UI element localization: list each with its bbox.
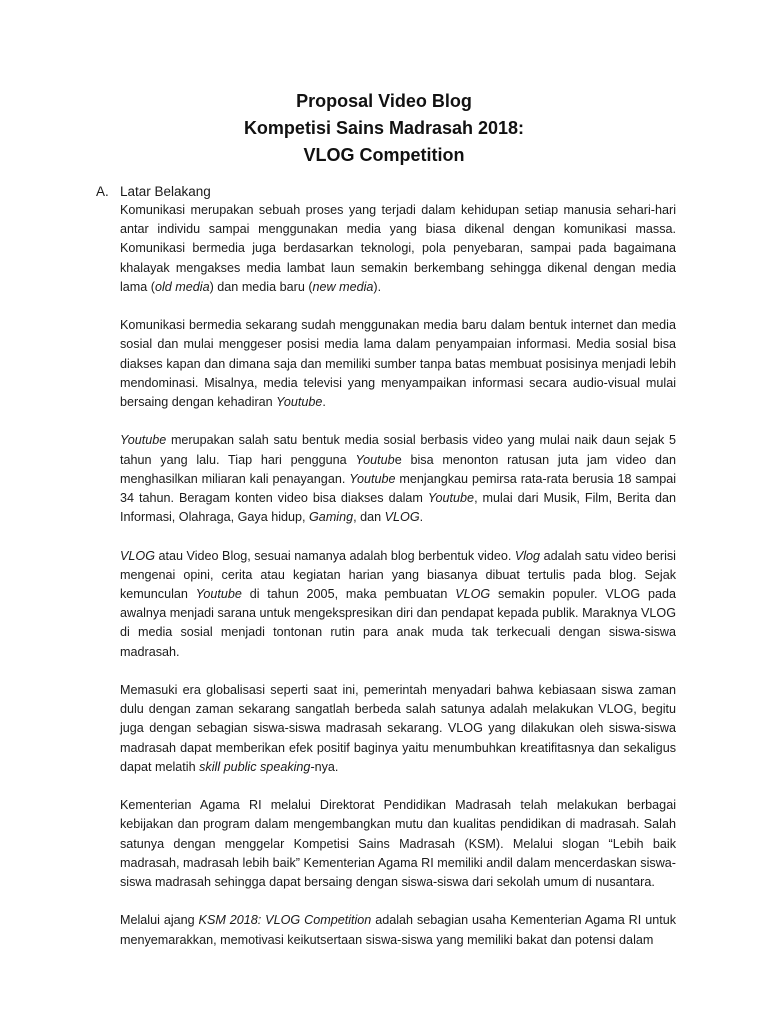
paragraph-2 (120, 316, 676, 412)
paragraph-text: , dan (353, 510, 385, 525)
document-title-block (0, 88, 768, 169)
paragraph-text: Memasuki era globalisasi seperti saat ini, pemerintah menyadari bahwa kebiasaan siswa zaman dulu dengan zaman sekarang sangatlah berbeda salah satunya adalah melakukan VLOG, begitu juga dengan sebagian siswa-siswa madrasah sekarang. VLOG yang dilakukan oleh siswa-siswa madrasah dapat memberikan efek positif baginya yaitu menumbuhkan kreatifitasnya dan sekaligus dapat melatih (120, 683, 676, 774)
paragraph-text: adalah satu video berisi mengenai opini, cerita atau kegiatan harian yang biasanya dibuat tertulis pada blog. Sejak kemunculan (120, 548, 676, 602)
italic-text: Youtube (195, 587, 242, 602)
italic-text: Youtub (355, 452, 395, 467)
italic-text: Gaming (309, 510, 354, 525)
paragraph-text: ). (373, 279, 382, 294)
paragraph-text: . (419, 510, 424, 525)
italic-text: VLOG (120, 548, 155, 563)
paragraph-text: atau Video Blog, sesuai namanya adalah blog berbentuk video. (155, 548, 515, 563)
paragraph-text: Komunikasi bermedia sekarang sudah menggunakan media baru dalam bentuk internet dan media sosial dan mulai menggeser posisi media lama dalam penyampaian informasi. Media sosial bisa diakses kapan dan dimana saja dan memiliki sumber tanpa batas membuat posisinya menjadi lebih mendominasi. Misalnya, media televisi yang menyampaikan informasi secara audio-visual mulai bersaing dengan kehadiran (120, 318, 676, 410)
italic-text: Vlog (514, 548, 541, 563)
paragraph-7 (120, 911, 676, 949)
paragraph-text: Kementerian Agama RI melalui Direktorat Pendidikan Madrasah telah melakukan berbagai kebijakan dan program dalam mengembangkan mutu dan kualitas pendidikan di madrasah. Salah satunya dengan menggelar Kompetisi Sains Madrasah (KSM). Melalui slogan “Lebih baik madrasah, madrasah lebih baik” Kementerian Agama RI memiliki andil dalam mencerdaskan siswa-siswa madrasah sehingga dapat bersaing dengan siswa-siswa dari sekolah umum di nusantara. (120, 798, 676, 890)
section-body (120, 201, 676, 950)
paragraph-text: Komunikasi merupakan sebuah proses yang terjadi dalam kehidupan setiap manusia sehari-hari antar individu sampai menggunakan media yang biasa dikenal dengan komunikasi massa. Komunikasi bermedia juga berdasarkan teknologi, pola penyebaran, sampai pada bagaimana khalayak mengakses media lambat laun semakin berkembang sehingga dikenal dengan media lama ( (120, 203, 676, 294)
italic-text: Youtube (276, 395, 323, 410)
paragraph-text: Melalui ajang (120, 913, 199, 928)
paragraph-text: -nya. (310, 759, 339, 774)
title-line-1: Proposal Video Blog (296, 91, 472, 111)
section-number: A. (96, 184, 109, 199)
paragraph-text: semakin populer. VLOG pada awalnya menjadi sarana untuk mengekspresikan diri dan pendapat kepada publik. Maraknya VLOG di media sosial menjadi tontonan rutin para anak muda tak terkecuali dengan siswa-siswa madrasah. (120, 587, 677, 659)
italic-text: Youtube (427, 491, 475, 506)
paragraph-text: merupakan salah satu bentuk media sosial berbasis video yang mulai naik daun sejak 5 tahun yang lalu. Tiap hari pengguna (120, 433, 676, 467)
italic-text: skill public speaking (199, 759, 311, 774)
paragraph-5 (120, 681, 676, 777)
section-latar-belakang (96, 182, 676, 969)
section-heading-text: Latar Belakang (120, 184, 211, 199)
paragraph-text: e bisa menonton ratusan juta jam video dan menghasilkan miliaran kali penayangan. (120, 452, 676, 486)
paragraph-4 (120, 547, 676, 662)
title-line-2: Kompetisi Sains Madrasah 2018: (243, 118, 525, 138)
italic-text: VLOG (455, 587, 491, 602)
italic-text: Youtube (349, 471, 396, 486)
paragraph-1 (120, 201, 676, 297)
paragraph-text: , mulai dari Musik, Film, Berita dan Informasi, Olahraga, Gaya hidup, (120, 491, 676, 525)
paragraph-text: ) dan media baru ( (209, 279, 313, 294)
italic-text: Youtube (120, 433, 167, 448)
italic-text: VLOG (384, 510, 420, 525)
italic-text: new media (312, 279, 374, 294)
italic-text: old media (155, 279, 210, 294)
paragraph-6 (120, 796, 676, 892)
paragraph-3 (120, 431, 676, 527)
paragraph-text: adalah sebagian usaha Kementerian Agama RI untuk menyemarakkan, memotivasi keikutsertaan siswa-siswa yang memiliki bakat dan potensi dalam (120, 913, 676, 947)
section-heading (96, 182, 676, 201)
title-line-3: VLOG Competition (303, 145, 465, 165)
paragraph-text: . (322, 395, 326, 410)
paragraph-text: di tahun 2005, maka pembuatan (241, 587, 456, 602)
italic-text: KSM 2018: VLOG Competition (198, 913, 372, 928)
paragraph-text: menjangkau pemirsa rata-rata berusia 18 sampai 34 tahun. Beragam konten video bisa diakses dalam (120, 471, 677, 506)
